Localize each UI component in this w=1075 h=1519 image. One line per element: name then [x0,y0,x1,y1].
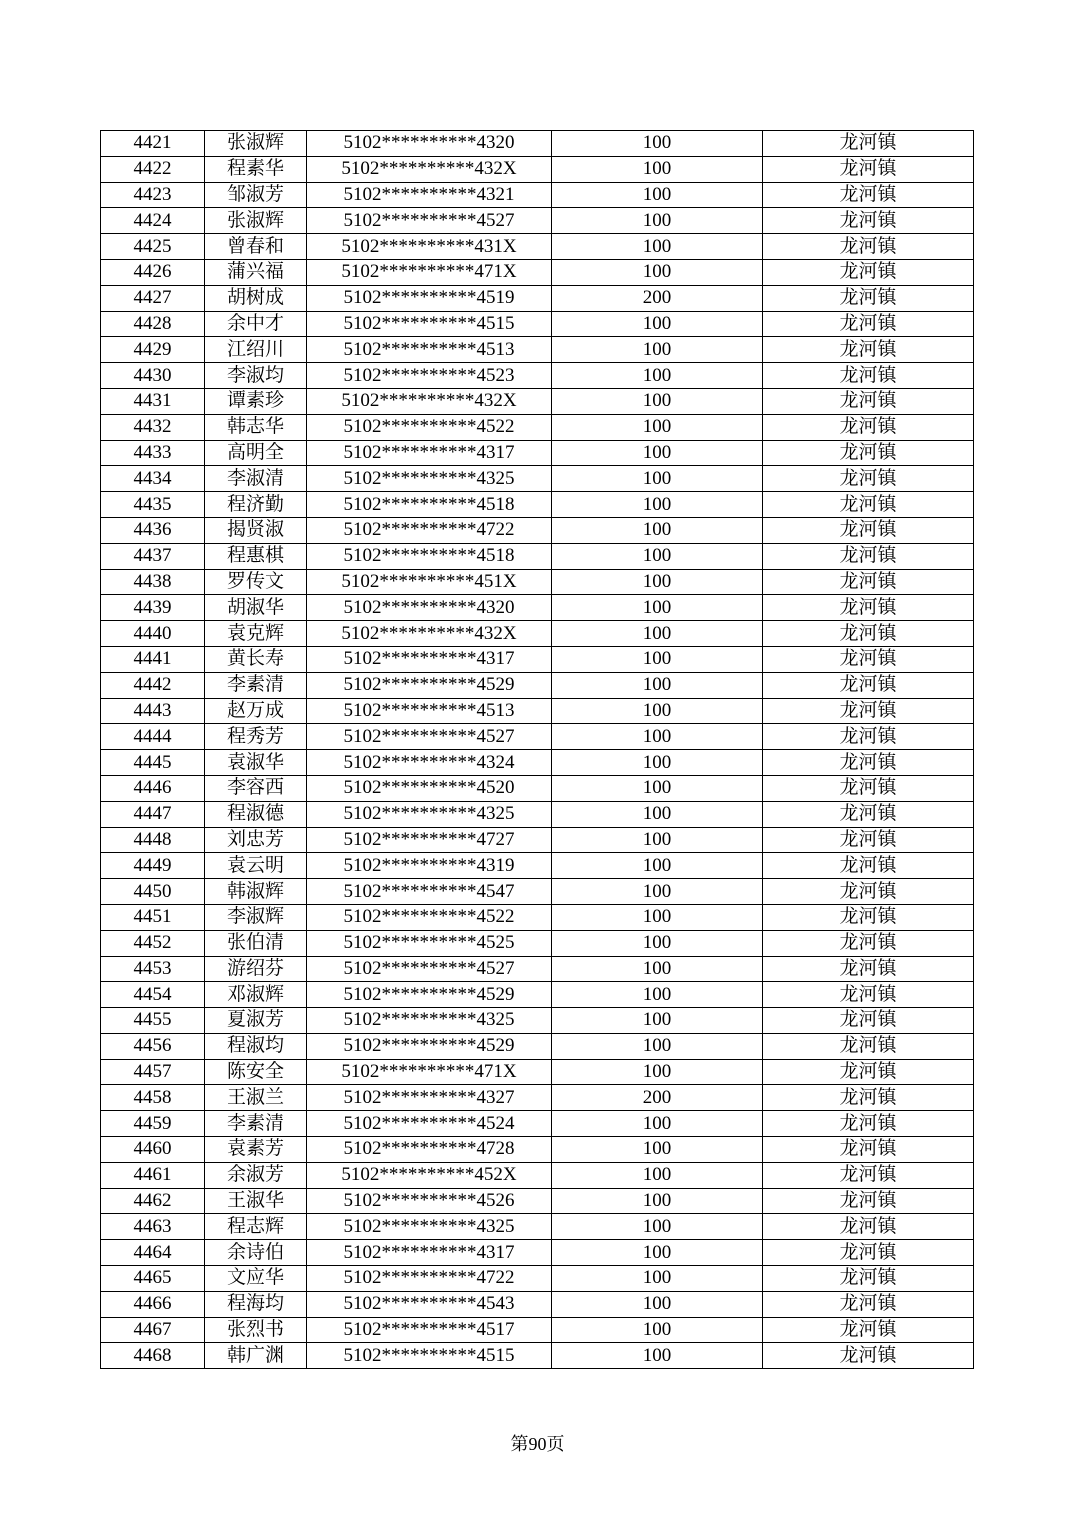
amount-cell: 100 [552,1162,763,1188]
id-number-cell: 5102**********4728 [307,1137,552,1163]
table-row [101,982,974,1008]
roster-body [101,131,974,1369]
id-number-cell: 5102**********4529 [307,1033,552,1059]
id-number-cell: 5102**********4325 [307,801,552,827]
town-cell: 龙河镇 [763,1085,974,1111]
name-cell: 张烈书 [205,1317,307,1343]
town-cell: 龙河镇 [763,1059,974,1085]
town-cell: 龙河镇 [763,698,974,724]
row-number-cell: 4454 [101,982,205,1008]
id-number-cell: 5102**********432X [307,388,552,414]
table-row [101,517,974,543]
town-cell: 龙河镇 [763,827,974,853]
id-number-cell: 5102**********4321 [307,182,552,208]
name-cell: 程济勤 [205,492,307,518]
town-cell: 龙河镇 [763,879,974,905]
amount-cell: 200 [552,285,763,311]
town-cell: 龙河镇 [763,182,974,208]
table-row [101,156,974,182]
table-row [101,259,974,285]
town-cell: 龙河镇 [763,956,974,982]
id-number-cell: 5102**********4522 [307,904,552,930]
amount-cell: 100 [552,982,763,1008]
table-row [101,208,974,234]
amount-cell: 100 [552,131,763,157]
table-row [101,1291,974,1317]
town-cell: 龙河镇 [763,1008,974,1034]
amount-cell: 100 [552,234,763,260]
row-number-cell: 4423 [101,182,205,208]
table-row [101,1188,974,1214]
row-number-cell: 4441 [101,646,205,672]
row-number-cell: 4440 [101,621,205,647]
name-cell: 胡树成 [205,285,307,311]
amount-cell: 100 [552,517,763,543]
table-row [101,1137,974,1163]
row-number-cell: 4430 [101,363,205,389]
id-number-cell: 5102**********4523 [307,363,552,389]
id-number-cell: 5102**********4527 [307,208,552,234]
town-cell: 龙河镇 [763,930,974,956]
id-number-cell: 5102**********4525 [307,930,552,956]
name-cell: 文应华 [205,1266,307,1292]
name-cell: 袁素芳 [205,1137,307,1163]
town-cell: 龙河镇 [763,466,974,492]
amount-cell: 100 [552,1111,763,1137]
amount-cell: 100 [552,1137,763,1163]
row-number-cell: 4438 [101,569,205,595]
amount-cell: 100 [552,363,763,389]
town-cell: 龙河镇 [763,1291,974,1317]
town-cell: 龙河镇 [763,775,974,801]
id-number-cell: 5102**********4722 [307,517,552,543]
name-cell: 程海均 [205,1291,307,1317]
row-number-cell: 4446 [101,775,205,801]
row-number-cell: 4453 [101,956,205,982]
town-cell: 龙河镇 [763,440,974,466]
town-cell: 龙河镇 [763,621,974,647]
name-cell: 余淑芳 [205,1162,307,1188]
row-number-cell: 4422 [101,156,205,182]
id-number-cell: 5102**********432X [307,621,552,647]
town-cell: 龙河镇 [763,517,974,543]
amount-cell: 100 [552,1214,763,1240]
name-cell: 李素清 [205,1111,307,1137]
town-cell: 龙河镇 [763,1266,974,1292]
name-cell: 程素华 [205,156,307,182]
town-cell: 龙河镇 [763,363,974,389]
name-cell: 韩广渊 [205,1343,307,1369]
name-cell: 胡淑华 [205,595,307,621]
row-number-cell: 4426 [101,259,205,285]
name-cell: 程志辉 [205,1214,307,1240]
amount-cell: 100 [552,466,763,492]
row-number-cell: 4447 [101,801,205,827]
amount-cell: 100 [552,698,763,724]
amount-cell: 100 [552,208,763,234]
table-row [101,363,974,389]
amount-cell: 100 [552,311,763,337]
amount-cell: 100 [552,1033,763,1059]
table-row [101,440,974,466]
name-cell: 程淑德 [205,801,307,827]
table-row [101,182,974,208]
row-number-cell: 4427 [101,285,205,311]
id-number-cell: 5102**********4517 [307,1317,552,1343]
id-number-cell: 5102**********4320 [307,131,552,157]
name-cell: 余中才 [205,311,307,337]
table-row [101,827,974,853]
row-number-cell: 4442 [101,672,205,698]
row-number-cell: 4439 [101,595,205,621]
town-cell: 龙河镇 [763,672,974,698]
table-row [101,698,974,724]
row-number-cell: 4445 [101,750,205,776]
amount-cell: 100 [552,879,763,905]
town-cell: 龙河镇 [763,1317,974,1343]
table-row [101,1111,974,1137]
table-row [101,1059,974,1085]
row-number-cell: 4468 [101,1343,205,1369]
row-number-cell: 4450 [101,879,205,905]
town-cell: 龙河镇 [763,492,974,518]
name-cell: 赵万成 [205,698,307,724]
name-cell: 王淑华 [205,1188,307,1214]
amount-cell: 100 [552,853,763,879]
id-number-cell: 5102**********471X [307,1059,552,1085]
table-row [101,1317,974,1343]
id-number-cell: 5102**********4522 [307,414,552,440]
town-cell: 龙河镇 [763,388,974,414]
town-cell: 龙河镇 [763,724,974,750]
id-number-cell: 5102**********4513 [307,698,552,724]
town-cell: 龙河镇 [763,1188,974,1214]
id-number-cell: 5102**********4515 [307,311,552,337]
name-cell: 陈安全 [205,1059,307,1085]
name-cell: 韩志华 [205,414,307,440]
id-number-cell: 5102**********4325 [307,466,552,492]
name-cell: 袁克辉 [205,621,307,647]
table-row [101,569,974,595]
name-cell: 邹淑芳 [205,182,307,208]
amount-cell: 100 [552,1266,763,1292]
amount-cell: 100 [552,1188,763,1214]
amount-cell: 100 [552,414,763,440]
row-number-cell: 4435 [101,492,205,518]
name-cell: 韩淑辉 [205,879,307,905]
id-number-cell: 5102**********4529 [307,982,552,1008]
table-row [101,595,974,621]
town-cell: 龙河镇 [763,1111,974,1137]
row-number-cell: 4459 [101,1111,205,1137]
town-cell: 龙河镇 [763,285,974,311]
name-cell: 谭素珍 [205,388,307,414]
id-number-cell: 5102**********4515 [307,1343,552,1369]
table-row [101,621,974,647]
amount-cell: 200 [552,1085,763,1111]
row-number-cell: 4448 [101,827,205,853]
town-cell: 龙河镇 [763,414,974,440]
town-cell: 龙河镇 [763,569,974,595]
amount-cell: 100 [552,388,763,414]
amount-cell: 100 [552,1059,763,1085]
table-row [101,1240,974,1266]
row-number-cell: 4467 [101,1317,205,1343]
table-row [101,285,974,311]
table-row [101,1214,974,1240]
row-number-cell: 4432 [101,414,205,440]
town-cell: 龙河镇 [763,982,974,1008]
id-number-cell: 5102**********4722 [307,1266,552,1292]
row-number-cell: 4428 [101,311,205,337]
name-cell: 曾春和 [205,234,307,260]
row-number-cell: 4424 [101,208,205,234]
row-number-cell: 4437 [101,543,205,569]
row-number-cell: 4434 [101,466,205,492]
town-cell: 龙河镇 [763,750,974,776]
row-number-cell: 4464 [101,1240,205,1266]
amount-cell: 100 [552,1343,763,1369]
amount-cell: 100 [552,904,763,930]
id-number-cell: 5102**********4727 [307,827,552,853]
amount-cell: 100 [552,1291,763,1317]
id-number-cell: 5102**********4527 [307,956,552,982]
id-number-cell: 5102**********4527 [307,724,552,750]
town-cell: 龙河镇 [763,131,974,157]
table-row [101,337,974,363]
row-number-cell: 4458 [101,1085,205,1111]
amount-cell: 100 [552,672,763,698]
name-cell: 江绍川 [205,337,307,363]
id-number-cell: 5102**********431X [307,234,552,260]
table-row [101,930,974,956]
row-number-cell: 4433 [101,440,205,466]
amount-cell: 100 [552,750,763,776]
name-cell: 李淑清 [205,466,307,492]
row-number-cell: 4429 [101,337,205,363]
row-number-cell: 4431 [101,388,205,414]
town-cell: 龙河镇 [763,208,974,234]
amount-cell: 100 [552,182,763,208]
id-number-cell: 5102**********4518 [307,492,552,518]
name-cell: 揭贤淑 [205,517,307,543]
name-cell: 罗传文 [205,569,307,595]
id-number-cell: 5102**********4317 [307,440,552,466]
amount-cell: 100 [552,156,763,182]
id-number-cell: 5102**********4524 [307,1111,552,1137]
amount-cell: 100 [552,1317,763,1343]
amount-cell: 100 [552,621,763,647]
row-number-cell: 4465 [101,1266,205,1292]
name-cell: 袁云明 [205,853,307,879]
roster-table [100,130,974,1369]
town-cell: 龙河镇 [763,595,974,621]
name-cell: 袁淑华 [205,750,307,776]
name-cell: 蒲兴福 [205,259,307,285]
amount-cell: 100 [552,827,763,853]
id-number-cell: 5102**********432X [307,156,552,182]
table-row [101,1008,974,1034]
town-cell: 龙河镇 [763,337,974,363]
amount-cell: 100 [552,337,763,363]
amount-cell: 100 [552,1008,763,1034]
amount-cell: 100 [552,930,763,956]
town-cell: 龙河镇 [763,904,974,930]
page-number: 第90页 [510,1434,565,1454]
table-row [101,1343,974,1369]
amount-cell: 100 [552,1240,763,1266]
name-cell: 李淑均 [205,363,307,389]
row-number-cell: 4443 [101,698,205,724]
table-row [101,1033,974,1059]
amount-cell: 100 [552,801,763,827]
name-cell: 黄长寿 [205,646,307,672]
row-number-cell: 4461 [101,1162,205,1188]
id-number-cell: 5102**********4325 [307,1008,552,1034]
table-row [101,311,974,337]
id-number-cell: 5102**********4547 [307,879,552,905]
amount-cell: 100 [552,492,763,518]
name-cell: 李淑辉 [205,904,307,930]
table-row [101,131,974,157]
table-row [101,853,974,879]
town-cell: 龙河镇 [763,1033,974,1059]
town-cell: 龙河镇 [763,543,974,569]
name-cell: 李容西 [205,775,307,801]
amount-cell: 100 [552,543,763,569]
table-row [101,904,974,930]
id-number-cell: 5102**********4519 [307,285,552,311]
row-number-cell: 4425 [101,234,205,260]
table-row [101,724,974,750]
table-row [101,879,974,905]
town-cell: 龙河镇 [763,259,974,285]
id-number-cell: 5102**********4317 [307,1240,552,1266]
row-number-cell: 4452 [101,930,205,956]
amount-cell: 100 [552,724,763,750]
id-number-cell: 5102**********4320 [307,595,552,621]
id-number-cell: 5102**********452X [307,1162,552,1188]
row-number-cell: 4466 [101,1291,205,1317]
amount-cell: 100 [552,440,763,466]
id-number-cell: 5102**********4327 [307,1085,552,1111]
id-number-cell: 5102**********4319 [307,853,552,879]
table-row [101,801,974,827]
id-number-cell: 5102**********4543 [307,1291,552,1317]
name-cell: 余诗伯 [205,1240,307,1266]
id-number-cell: 5102**********4520 [307,775,552,801]
town-cell: 龙河镇 [763,234,974,260]
town-cell: 龙河镇 [763,646,974,672]
town-cell: 龙河镇 [763,853,974,879]
name-cell: 张伯清 [205,930,307,956]
town-cell: 龙河镇 [763,1214,974,1240]
name-cell: 夏淑芳 [205,1008,307,1034]
name-cell: 高明全 [205,440,307,466]
id-number-cell: 5102**********4526 [307,1188,552,1214]
row-number-cell: 4460 [101,1137,205,1163]
row-number-cell: 4456 [101,1033,205,1059]
table-row [101,1085,974,1111]
name-cell: 王淑兰 [205,1085,307,1111]
table-row [101,466,974,492]
name-cell: 游绍芬 [205,956,307,982]
amount-cell: 100 [552,956,763,982]
town-cell: 龙河镇 [763,156,974,182]
name-cell: 张淑辉 [205,131,307,157]
row-number-cell: 4463 [101,1214,205,1240]
name-cell: 程淑均 [205,1033,307,1059]
id-number-cell: 5102**********4529 [307,672,552,698]
town-cell: 龙河镇 [763,1162,974,1188]
id-number-cell: 5102**********4324 [307,750,552,776]
town-cell: 龙河镇 [763,801,974,827]
town-cell: 龙河镇 [763,1343,974,1369]
name-cell: 李素清 [205,672,307,698]
name-cell: 程惠棋 [205,543,307,569]
table-row [101,672,974,698]
table-row [101,1162,974,1188]
name-cell: 张淑辉 [205,208,307,234]
id-number-cell: 5102**********4513 [307,337,552,363]
table-row [101,492,974,518]
row-number-cell: 4451 [101,904,205,930]
id-number-cell: 5102**********471X [307,259,552,285]
table-row [101,414,974,440]
name-cell: 邓淑辉 [205,982,307,1008]
row-number-cell: 4421 [101,131,205,157]
table-row [101,646,974,672]
name-cell: 刘忠芳 [205,827,307,853]
table-row [101,234,974,260]
amount-cell: 100 [552,259,763,285]
amount-cell: 100 [552,569,763,595]
town-cell: 龙河镇 [763,1240,974,1266]
amount-cell: 100 [552,595,763,621]
table-row [101,775,974,801]
table-row [101,956,974,982]
id-number-cell: 5102**********4518 [307,543,552,569]
id-number-cell: 5102**********4317 [307,646,552,672]
town-cell: 龙河镇 [763,311,974,337]
id-number-cell: 5102**********4325 [307,1214,552,1240]
table-row [101,750,974,776]
town-cell: 龙河镇 [763,1137,974,1163]
row-number-cell: 4436 [101,517,205,543]
id-number-cell: 5102**********451X [307,569,552,595]
row-number-cell: 4444 [101,724,205,750]
table-row [101,388,974,414]
row-number-cell: 4462 [101,1188,205,1214]
amount-cell: 100 [552,646,763,672]
name-cell: 程秀芳 [205,724,307,750]
table-row [101,543,974,569]
row-number-cell: 4449 [101,853,205,879]
row-number-cell: 4457 [101,1059,205,1085]
amount-cell: 100 [552,775,763,801]
row-number-cell: 4455 [101,1008,205,1034]
table-row [101,1266,974,1292]
